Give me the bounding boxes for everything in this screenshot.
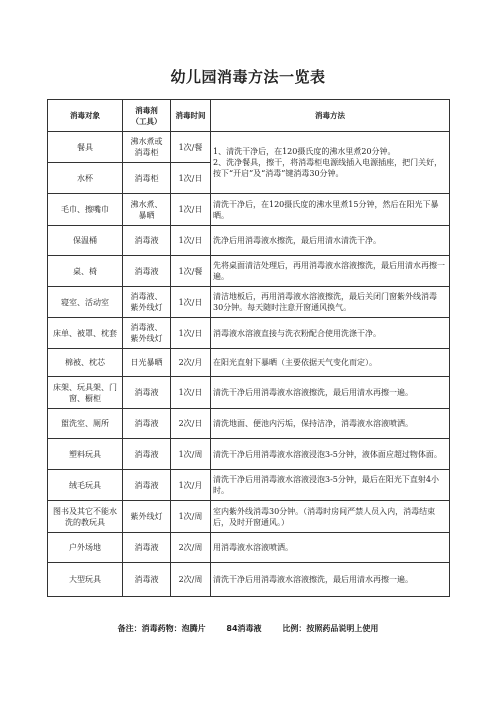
header-agent: 消毒剂 （工具）: [123, 100, 171, 132]
cell-time: 1次/日: [171, 287, 211, 318]
cell-method: 在阳光直射下暴晒（主要依据天气变化而定）。: [211, 349, 450, 377]
cell-time: 1次/月: [171, 470, 211, 501]
table-row: [48, 501, 450, 533]
cell-agent: 消毒液: [123, 256, 171, 287]
table-row: [48, 226, 450, 256]
cell-object: 盥洗室、厕所: [48, 409, 123, 439]
cell-time: 2次/月: [171, 349, 211, 377]
cell-object: 绒毛玩具: [48, 470, 123, 501]
cell-agent: 消毒液: [123, 533, 171, 563]
cell-method: 清洗地面、便池内污垢，保持洁净，消毒液水溶液喷洒。: [211, 409, 450, 439]
cell-agent: 消毒液: [123, 439, 171, 470]
cell-object: 棉被、枕芯: [48, 349, 123, 377]
cell-time: 2次/周: [171, 563, 211, 597]
header-time: 消毒时间: [171, 100, 211, 132]
cell-agent: 消毒液: [123, 409, 171, 439]
cell-object: 桌、椅: [48, 256, 123, 287]
cell-object: 餐具: [48, 132, 123, 163]
cell-time: 1次/日: [171, 226, 211, 256]
cell-agent: 日光暴晒: [123, 349, 171, 377]
header-object: 消毒对象: [48, 100, 123, 132]
cell-method: 室内紫外线消毒30分钟。（消毒时房间严禁人员入内，消毒结束后，及时开窗通风。）: [211, 501, 450, 533]
cell-method: 清洗干净后用消毒液水溶液擦洗，最后用清水再擦一遍。: [211, 377, 450, 409]
cell-object: 毛巾、擦嘴巾: [48, 194, 123, 226]
cell-object: 图书及其它不能水洗的教玩具: [48, 501, 123, 533]
cell-method: 清洗干净后用消毒液水溶液浸泡3-5分钟，最后在阳光下直射4小时。: [211, 470, 450, 501]
table-row: [48, 563, 450, 597]
table-row: [48, 256, 450, 287]
table-row: [48, 132, 450, 163]
cell-time: 1次/周: [171, 439, 211, 470]
cell-agent: 紫外线灯: [123, 501, 171, 533]
cell-time: 1次/周: [171, 501, 211, 533]
cell-time: 2次/日: [171, 409, 211, 439]
cell-method: 用消毒液水溶液喷洒。: [211, 533, 450, 563]
table-row: [48, 409, 450, 439]
cell-object: 寝室、活动室: [48, 287, 123, 318]
cell-method: 清洁地板后，再用消毒液水溶液擦洗，最后关闭门窗紫外线消毒30分钟。每天随时注意开窗通风换气。: [211, 287, 450, 318]
disinfection-table: [47, 99, 450, 597]
cell-time: 1次/餐: [171, 256, 211, 287]
table-row: [48, 194, 450, 226]
cell-method: 清洗干净后用消毒液水溶液擦洗，最后用清水再擦一遍。: [211, 563, 450, 597]
cell-agent: 消毒液、 紫外线灯: [123, 287, 171, 318]
cell-method: 消毒液水溶液直接与洗衣粉配合使用洗涤干净。: [211, 318, 450, 349]
footnote-agent: 84消毒液: [226, 624, 262, 633]
table-row: [48, 318, 450, 349]
cell-time: 1次/日: [171, 163, 211, 194]
cell-time: 1次/日: [171, 377, 211, 409]
cell-agent: 沸水煮、 暴晒: [123, 194, 171, 226]
table-row: [48, 349, 450, 377]
footnote: [0, 623, 496, 634]
header-method: 消毒方法: [211, 100, 450, 132]
cell-time: 1次/餐: [171, 132, 211, 163]
cell-agent: 消毒液: [123, 377, 171, 409]
cell-agent: 消毒液: [123, 563, 171, 597]
table-row: [48, 377, 450, 409]
cell-object: 床架、玩具架、门窗、橱柜: [48, 377, 123, 409]
cell-time: 1次/日: [171, 194, 211, 226]
cell-time: 2次/周: [171, 533, 211, 563]
cell-object: 床单、被罩、枕套: [48, 318, 123, 349]
table-header-row: [48, 100, 450, 132]
cell-agent: 消毒液: [123, 226, 171, 256]
footnote-ratio: 比例：按照药品说明上使用: [282, 624, 379, 633]
cell-agent: 消毒柜: [123, 163, 171, 194]
cell-object: 户外场地: [48, 533, 123, 563]
table-row: [48, 533, 450, 563]
cell-object: 保温桶: [48, 226, 123, 256]
cell-object: 大型玩具: [48, 563, 123, 597]
cell-agent: 消毒液、 紫外线灯: [123, 318, 171, 349]
page-title: 幼儿园消毒方法一览表: [170, 68, 326, 86]
cell-method: 先将桌面清洁处理后，再用消毒液水溶液擦洗，最后用清水再擦一遍。: [211, 256, 450, 287]
table-row: [48, 439, 450, 470]
table-row: [48, 287, 450, 318]
footnote-label: 备注：消毒药物：泡腾片: [117, 624, 206, 633]
cell-agent: 沸水煮或 消毒柜: [123, 132, 171, 163]
cell-time: 1次/日: [171, 318, 211, 349]
cell-method: 清洗干净后用消毒液水溶液浸泡3-5分钟，液体面应超过物体面。: [211, 439, 450, 470]
table-row: [48, 470, 450, 501]
cell-method: 洗净后用消毒液水擦洗，最后用清水清洗干净。: [211, 226, 450, 256]
cell-method: 清洗干净后，在120摄氏度的沸水里煮15分钟，然后在阳光下暴晒。: [211, 194, 450, 226]
cell-method-merged: 1、清洗干净后，在120摄氏度的沸水里煮20分钟。 2、洗净餐具，擦干，将消毒柜电源线插入电源插座，把门关好，按下“开启”及“消毒”键消毒30分钟。: [211, 132, 450, 194]
cell-object: 塑料玩具: [48, 439, 123, 470]
cell-agent: 消毒液: [123, 470, 171, 501]
cell-object: 水杯: [48, 163, 123, 194]
